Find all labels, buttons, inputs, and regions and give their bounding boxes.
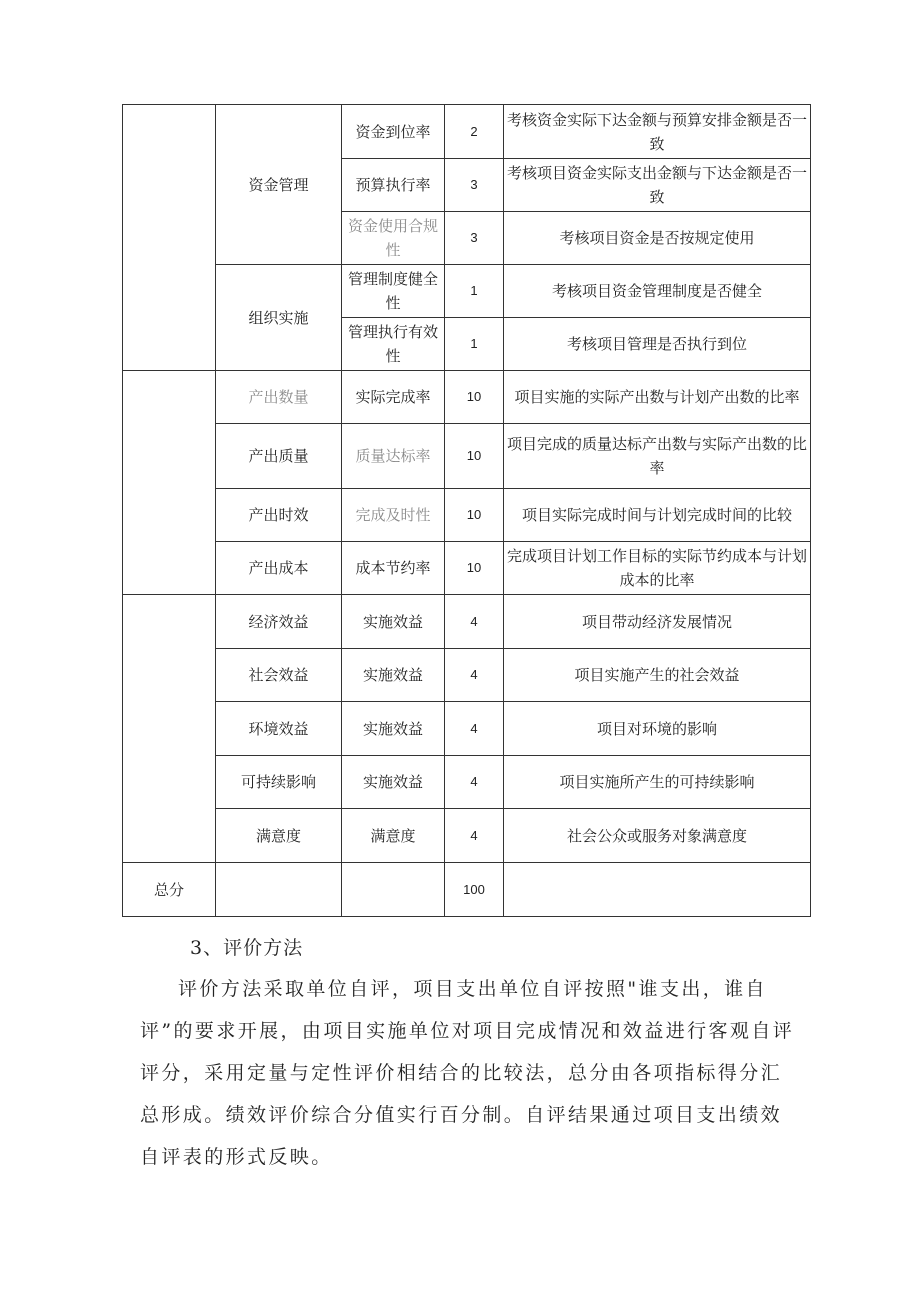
indicator-level3-cell: 质量达标率 (342, 424, 445, 489)
table-row (123, 702, 811, 756)
empty-cell (342, 863, 445, 917)
description-cell: 项目完成的质量达标产出数与实际产出数的比率 (504, 424, 811, 489)
indicator-level2-cell: 产出成本 (216, 542, 342, 595)
description-cell: 考核资金实际下达金额与预算安排金额是否一致 (504, 105, 811, 159)
indicator-level3-cell: 管理制度健全性 (342, 265, 445, 318)
score-cell: 2 (445, 105, 504, 159)
description-cell: 考核项目资金管理制度是否健全 (504, 265, 811, 318)
paragraph-text: 评价方法采取单位自评，项目支出单位自评按照"谁支出，谁自评”的要求开展，由项目实施单位对项目完成情况和效益进行客观自评评分，采用定量与定性评价相结合的比较法，总分由各项指标得分汇总形成。绩效评价综合分值实行百分制。自评结果通过项目支出绩效自评表的形式反映。 (140, 978, 795, 1168)
table-row (123, 756, 811, 809)
indicator-level3-cell: 资金到位率 (342, 105, 445, 159)
indicator-level2-cell: 资金管理 (216, 105, 342, 265)
level1-cell-2 (123, 371, 216, 595)
level1-cell-1 (123, 105, 216, 371)
indicator-level2-cell: 可持续影响 (216, 756, 342, 809)
score-cell: 10 (445, 489, 504, 542)
description-cell: 项目实施所产生的可持续影响 (504, 756, 811, 809)
score-cell: 4 (445, 702, 504, 756)
description-cell: 项目对环境的影响 (504, 702, 811, 756)
description-cell: 项目实施的实际产出数与计划产出数的比率 (504, 371, 811, 424)
indicator-level3-cell: 实施效益 (342, 649, 445, 702)
indicator-level2-cell: 社会效益 (216, 649, 342, 702)
table-row (123, 809, 811, 863)
score-cell: 10 (445, 424, 504, 489)
total-score: 100 (445, 863, 504, 917)
description-cell: 项目带动经济发展情况 (504, 595, 811, 649)
indicator-level3-cell: 实施效益 (342, 756, 445, 809)
score-cell: 3 (445, 159, 504, 212)
description-cell: 考核项目资金是否按规定使用 (504, 212, 811, 265)
empty-cell (504, 863, 811, 917)
description-cell: 社会公众或服务对象满意度 (504, 809, 811, 863)
indicator-level3-cell: 预算执行率 (342, 159, 445, 212)
score-cell: 4 (445, 595, 504, 649)
indicator-level3-cell: 完成及时性 (342, 489, 445, 542)
table-row (123, 424, 811, 489)
score-cell: 1 (445, 318, 504, 371)
score-cell: 1 (445, 265, 504, 318)
description-cell: 项目实施产生的社会效益 (504, 649, 811, 702)
indicator-level2-cell: 满意度 (216, 809, 342, 863)
score-cell: 4 (445, 649, 504, 702)
description-cell: 考核项目资金实际支出金额与下达金额是否一致 (504, 159, 811, 212)
table-row (123, 105, 811, 159)
indicator-level3-cell: 实际完成率 (342, 371, 445, 424)
score-cell: 4 (445, 756, 504, 809)
indicator-level3-cell: 满意度 (342, 809, 445, 863)
section-heading: 3、评价方法 (190, 937, 304, 959)
total-label: 总分 (123, 863, 216, 917)
performance-indicator-table (122, 104, 811, 917)
description-cell: 项目实际完成时间与计划完成时间的比较 (504, 489, 811, 542)
indicator-level2-cell: 产出质量 (216, 424, 342, 489)
indicator-level3-cell: 资金使用合规性 (342, 212, 445, 265)
table-row (123, 542, 811, 595)
indicator-level2-cell: 经济效益 (216, 595, 342, 649)
table-row (123, 649, 811, 702)
table-row (123, 595, 811, 649)
table-row (123, 265, 811, 318)
description-cell: 考核项目管理是否执行到位 (504, 318, 811, 371)
score-cell: 10 (445, 371, 504, 424)
table-row (123, 371, 811, 424)
indicator-level2-cell: 产出时效 (216, 489, 342, 542)
indicator-level3-cell: 管理执行有效性 (342, 318, 445, 371)
body-paragraph (140, 968, 800, 1178)
table-row (123, 489, 811, 542)
level1-cell-3 (123, 595, 216, 863)
score-cell: 3 (445, 212, 504, 265)
indicator-level3-cell: 成本节约率 (342, 542, 445, 595)
indicator-level2-cell: 环境效益 (216, 702, 342, 756)
empty-cell (216, 863, 342, 917)
indicator-level3-cell: 实施效益 (342, 702, 445, 756)
score-cell: 4 (445, 809, 504, 863)
indicator-level3-cell: 实施效益 (342, 595, 445, 649)
indicator-level2-cell: 组织实施 (216, 265, 342, 371)
description-cell: 完成项目计划工作目标的实际节约成本与计划成本的比率 (504, 542, 811, 595)
indicator-level2-cell: 产出数量 (216, 371, 342, 424)
score-cell: 10 (445, 542, 504, 595)
total-row (123, 863, 811, 917)
